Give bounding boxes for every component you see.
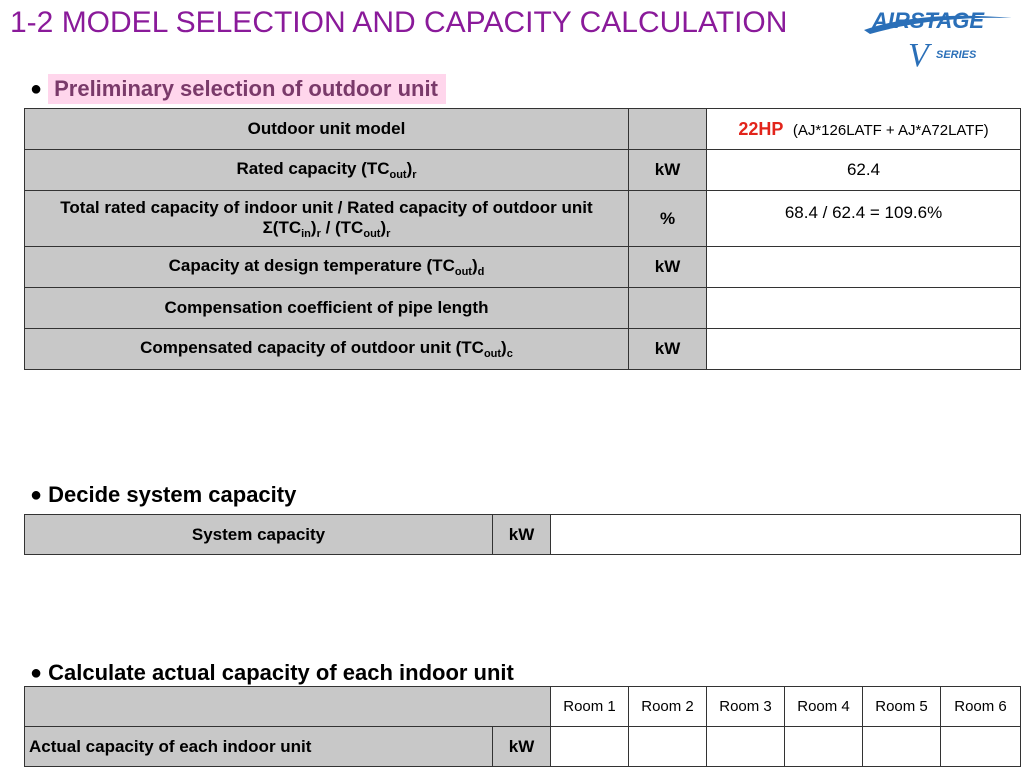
table-row-pipe bbox=[25, 288, 1021, 329]
logo-brand: AIRSTAGE bbox=[872, 8, 985, 33]
logo-series-letter: V bbox=[908, 37, 929, 70]
model-label: Outdoor unit model bbox=[25, 109, 629, 150]
ratio-value[interactable]: 68.4 / 62.4 = 109.6% bbox=[707, 191, 1021, 247]
ratio-label-line1: Total rated capacity of indoor unit / Rated capacity of outdoor unit bbox=[60, 197, 593, 217]
indoor-capacity-table bbox=[24, 686, 1021, 767]
ratio-unit: % bbox=[629, 191, 707, 247]
header-blank bbox=[25, 687, 551, 727]
compensated-unit: kW bbox=[629, 329, 707, 370]
rated-unit: kW bbox=[629, 150, 707, 191]
design-label: Capacity at design temperature $(TC_{out})_d$ bbox=[25, 247, 629, 288]
section-heading: Calculate actual capacity of each indoor unit bbox=[48, 660, 514, 685]
design-unit: kW bbox=[629, 247, 707, 288]
table-row-rooms-header bbox=[25, 687, 1021, 727]
pipe-unit bbox=[629, 288, 707, 329]
logo-series-word: SERIES bbox=[936, 49, 977, 61]
system-unit: kW bbox=[493, 515, 551, 555]
room-header-4: Room 4 bbox=[785, 687, 863, 727]
table-row-rated bbox=[25, 150, 1021, 191]
section-preliminary-selection bbox=[30, 74, 446, 104]
actual-unit: kW bbox=[493, 727, 551, 767]
model-hp: 22HP bbox=[738, 118, 784, 139]
rated-value[interactable]: 62.4 bbox=[707, 150, 1021, 191]
room-value-2[interactable] bbox=[629, 727, 707, 767]
table-row-model bbox=[25, 109, 1021, 150]
room-header-3: Room 3 bbox=[707, 687, 785, 727]
outdoor-unit-table bbox=[24, 108, 1021, 370]
model-detail: (AJ*126LATF + AJ*A72LATF) bbox=[792, 121, 989, 139]
table-row-system bbox=[25, 515, 1021, 555]
room-header-2: Room 2 bbox=[629, 687, 707, 727]
compensated-label: Compensated capacity of outdoor unit $(TC_{out})_c$ bbox=[25, 329, 629, 370]
table-row-actual bbox=[25, 727, 1021, 767]
rated-label: Rated capacity $(TC_{out})_r$ bbox=[25, 150, 629, 191]
table-row-design bbox=[25, 247, 1021, 288]
page-title: 1-2 MODEL SELECTION AND CAPACITY CALCULATION bbox=[10, 6, 788, 39]
system-label: System capacity bbox=[25, 515, 493, 555]
room-value-5[interactable] bbox=[863, 727, 941, 767]
airstage-v-series-logo bbox=[862, 4, 1022, 70]
section-actual-capacity bbox=[30, 660, 514, 686]
room-value-1[interactable] bbox=[551, 727, 629, 767]
bullet-icon: ● bbox=[30, 483, 43, 506]
room-value-4[interactable] bbox=[785, 727, 863, 767]
ratio-label bbox=[25, 191, 629, 247]
table-row-compensated bbox=[25, 329, 1021, 370]
actual-label: Actual capacity of each indoor unit bbox=[25, 727, 493, 767]
compensated-value[interactable] bbox=[707, 329, 1021, 370]
pipe-label: Compensation coefficient of pipe length bbox=[25, 288, 629, 329]
ratio-label-line2: $\Sigma(TC_{in})_r / (TC_{out})_r$ bbox=[262, 217, 391, 240]
section-system-capacity bbox=[30, 482, 296, 508]
room-header-1: Room 1 bbox=[551, 687, 629, 727]
bullet-icon: ● bbox=[30, 661, 43, 684]
room-value-3[interactable] bbox=[707, 727, 785, 767]
room-header-5: Room 5 bbox=[863, 687, 941, 727]
room-header-6: Room 6 bbox=[941, 687, 1021, 727]
table-row-ratio bbox=[25, 191, 1021, 247]
sigma-icon: Σ bbox=[262, 217, 273, 237]
section-heading: Preliminary selection of outdoor unit bbox=[48, 74, 446, 104]
bullet-icon: ● bbox=[30, 77, 43, 100]
pipe-value[interactable] bbox=[707, 288, 1021, 329]
section-heading: Decide system capacity bbox=[48, 482, 297, 507]
model-value[interactable] bbox=[707, 109, 1021, 150]
design-value[interactable] bbox=[707, 247, 1021, 288]
system-capacity-table bbox=[24, 514, 1021, 555]
room-value-6[interactable] bbox=[941, 727, 1021, 767]
system-value[interactable] bbox=[551, 515, 1021, 555]
model-unit bbox=[629, 109, 707, 150]
